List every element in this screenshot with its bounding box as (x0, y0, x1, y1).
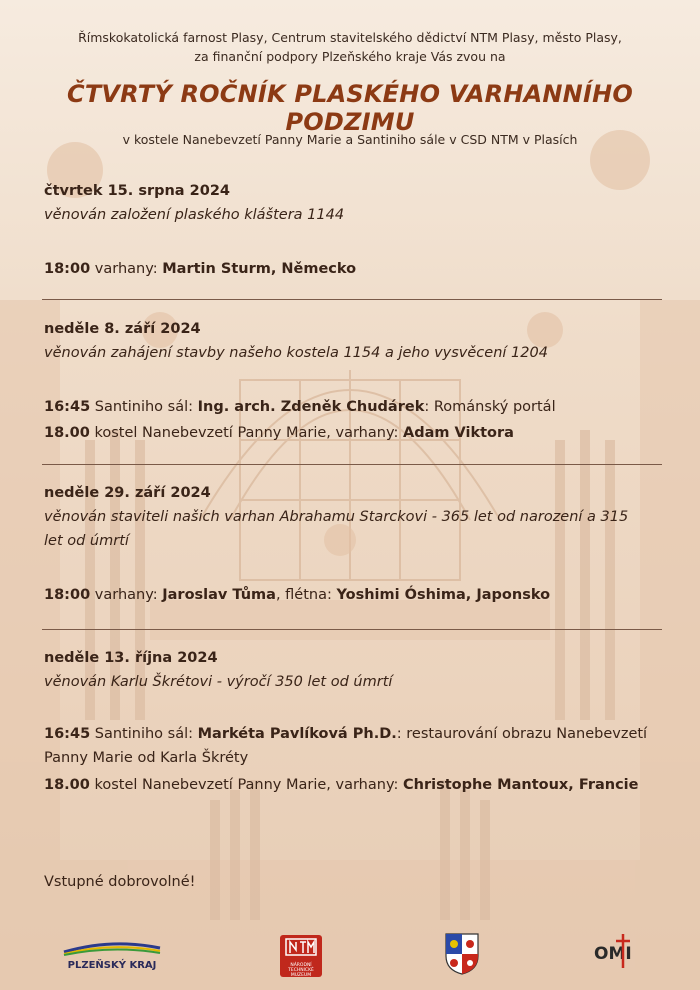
event-2-program-2 (44, 421, 674, 445)
program-text: Santiniho sál: (90, 726, 198, 742)
event-dedication: věnován staviteli našich varhan Abrahamu Starckovi - 365 let od narození a 315 (44, 509, 629, 525)
ntm-monogram-icon (280, 935, 322, 959)
event-4-program-1 (44, 722, 674, 746)
program-time: 18.00 (44, 425, 90, 441)
event-date: čtvrtek 15. srpna 2024 (44, 183, 230, 199)
admission-note: Vstupné dobrovolné! (44, 874, 196, 890)
event-dedication: věnován založení plaského kláštera 1144 (44, 207, 345, 223)
event-date: neděle 29. září 2024 (44, 485, 211, 501)
cross-icon (594, 934, 638, 974)
ntm-logo (280, 935, 322, 977)
poster-title: ČTVRTÝ ROČNÍK PLASKÉHO VARHANNÍHO PODZIMU (67, 80, 633, 136)
performer-name: Ing. arch. Zdeněk Chudárek (197, 399, 425, 415)
event-2 (44, 317, 674, 365)
program-text: : restaurování obrazu Nanebevzetí (396, 726, 648, 742)
poster-subtitle: v kostele Nanebevzetí Panny Marie a Santiniho sále v CSD NTM v Plasích (122, 132, 578, 147)
event-dedication-cont: let od úmrtí (44, 533, 129, 549)
event-1-program (44, 257, 674, 281)
plzensky-kraj-logo (62, 938, 162, 974)
intro-line-1: Římskokatolická farnost Plasy, Centrum stavitelského dědictví NTM Plasy, město Plasy, (78, 30, 622, 45)
event-4-program-2 (44, 773, 674, 797)
program-time: 16:45 (44, 399, 91, 415)
program-text: : Románský portál (424, 399, 556, 415)
ntm-text-3: MUZEUM (290, 973, 312, 978)
program-time: 18:00 (44, 587, 91, 603)
program-text: , flétna: (275, 587, 337, 603)
ntm-text-2: TECHNICKÉ (288, 968, 314, 973)
event-4-program-1-cont (44, 746, 674, 770)
plasy-coat-of-arms (444, 932, 480, 976)
omi-logo (594, 934, 638, 974)
program-text: varhany: (90, 261, 163, 277)
ntm-text-1: NÁRODNÍ (290, 963, 312, 968)
event-2-program-1 (44, 395, 674, 419)
performer-name: Markéta Pavlíková Ph.D. (197, 726, 397, 742)
performer-name: Christophe Mantoux, Francie (402, 777, 639, 793)
program-time: 18.00 (44, 777, 90, 793)
divider (42, 629, 662, 630)
performer-name: Jaroslav Tůma (162, 587, 276, 603)
program-time: 16:45 (44, 726, 91, 742)
event-dedication: věnován Karlu Škrétovi - výročí 350 let od úmrtí (44, 674, 393, 690)
program-text: kostel Nanebevzetí Panny Marie, varhany: (89, 777, 403, 793)
coat-of-arms-icon (444, 932, 480, 976)
plzen-logo-text: PLZEŇSKÝ KRAJ (67, 960, 157, 971)
performer-name: Martin Sturm, Německo (162, 261, 357, 277)
divider (42, 464, 662, 465)
event-4 (44, 646, 674, 694)
program-text: Panny Marie od Karla Škréty (44, 750, 249, 766)
omi-logo-text: OMI (594, 944, 632, 964)
program-text: kostel Nanebevzetí Panny Marie, varhany: (89, 425, 403, 441)
program-time: 18:00 (44, 261, 91, 277)
performer-name: Yoshimi Óshima, Japonsko (336, 587, 551, 603)
program-text: Santiniho sál: (90, 399, 198, 415)
event-dedication: věnován zahájení stavby našeho kostela 1154 a jeho vysvěcení 1204 (44, 345, 548, 361)
event-date: neděle 8. září 2024 (44, 321, 201, 337)
plzen-swoosh-icon (62, 938, 162, 956)
performer-name: Adam Viktora (402, 425, 514, 441)
event-date: neděle 13. října 2024 (44, 650, 218, 666)
event-3 (44, 481, 674, 553)
intro-line-2: za finanční podpory Plzeňského kraje Vás zvou na (194, 49, 506, 64)
event-3-program (44, 583, 674, 607)
event-1 (44, 179, 674, 227)
program-text: varhany: (90, 587, 163, 603)
divider (42, 299, 662, 300)
